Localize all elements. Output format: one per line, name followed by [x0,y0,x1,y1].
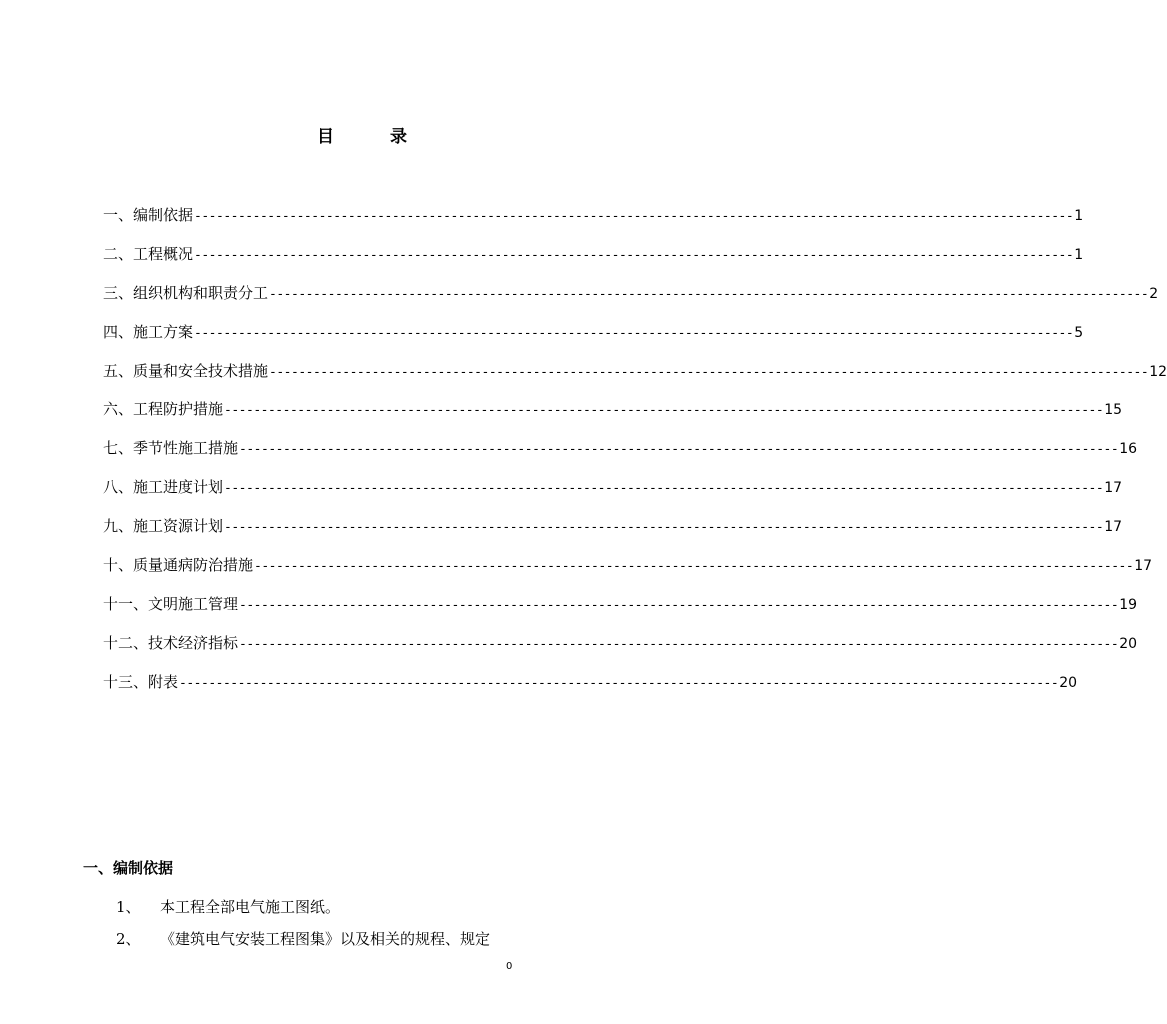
toc-entry-label: 四、施工方案 [103,322,194,341]
toc-entry-label: 九、施工资源计划 [103,517,224,536]
toc-dot-leader: ------------------------------------------------------------------------------------------------------------------------ [224,481,1104,497]
toc-entry [103,282,1159,321]
toc-dot-leader: ------------------------------------------------------------------------------------------------------------------------ [179,675,1059,691]
toc-entry-page: 5 [1074,324,1084,341]
toc-title [0,122,724,147]
basis-item-text: 本工程全部电气施工图纸。 [160,898,341,916]
page-number: 0 [506,961,513,972]
toc-dot-leader: ------------------------------------------------------------------------------------------------------------------------ [224,403,1104,419]
basis-item-number: 2、 [116,930,141,948]
basis-item [116,928,490,949]
toc-entry-label: 十一、文明施工管理 [103,594,239,613]
toc-dot-leader: ------------------------------------------------------------------------------------------------------------------------ [239,442,1119,458]
toc-entry-label: 十、质量通病防治措施 [103,556,254,575]
toc-title-left: 目 [317,127,334,147]
toc-dot-leader: ------------------------------------------------------------------------------------------------------------------------ [224,520,1104,536]
toc-entry-page: 15 [1104,402,1123,419]
toc-dot-leader: ------------------------------------------------------------------------------------------------------------------------ [269,364,1149,380]
toc-entry-page: 16 [1119,441,1138,458]
toc-entry-label: 十三、附表 [103,672,179,691]
toc-dot-leader: ------------------------------------------------------------------------------------------------------------------------ [254,559,1134,575]
toc-entry [103,243,1084,282]
toc-entry [103,515,1123,554]
toc-entry-page: 20 [1119,635,1138,652]
toc-dot-leader: ------------------------------------------------------------------------------------------------------------------------ [239,597,1119,613]
toc-entry [103,398,1123,437]
toc-entry-page: 17 [1104,480,1123,497]
toc-dot-leader: ------------------------------------------------------------------------------------------------------------------------ [194,209,1074,224]
toc-entry-label: 六、工程防护措施 [103,400,224,419]
toc-entry [103,360,1167,399]
toc-entry [103,204,1084,243]
basis-item-text: 《建筑电气安装工程图集》以及相关的规程、规定 [160,930,491,948]
toc-entry-page: 1 [1074,246,1084,263]
toc-entry-page: 17 [1104,519,1123,536]
toc-entry [103,321,1084,360]
toc-entry-page: 12 [1149,363,1167,380]
toc-entry-page: 19 [1119,596,1138,613]
toc-dot-leader: ------------------------------------------------------------------------------------------------------------------------ [194,247,1074,263]
basis-item-number: 1、 [116,898,141,916]
toc-entry-page: 1 [1074,208,1084,224]
toc-entry-label: 八、施工进度计划 [103,478,224,497]
toc-entry [103,554,1153,593]
toc-list [103,204,1167,710]
toc-dot-leader: ------------------------------------------------------------------------------------------------------------------------ [194,325,1074,341]
toc-entry-label: 五、质量和安全技术措施 [103,361,269,380]
toc-entry-label: 二、工程概况 [103,244,194,263]
toc-entry [103,632,1138,671]
toc-entry-label: 十二、技术经济指标 [103,633,239,652]
basis-item [116,896,340,917]
toc-entry-page: 2 [1149,285,1159,302]
toc-entry [103,671,1078,710]
section-heading: 一、编制依据 [83,859,174,877]
toc-entry-label: 三、组织机构和职责分工 [103,283,269,302]
toc-entry-page: 20 [1059,674,1078,691]
toc-entry-label: 七、季节性施工措施 [103,439,239,458]
toc-entry-label: 一、编制依据 [103,206,194,224]
toc-dot-leader: ------------------------------------------------------------------------------------------------------------------------ [239,636,1119,652]
toc-entry [103,437,1138,476]
toc-entry [103,593,1138,632]
toc-title-right: 录 [390,127,407,147]
toc-dot-leader: ------------------------------------------------------------------------------------------------------------------------ [269,286,1149,302]
toc-entry-page: 17 [1134,558,1153,575]
toc-entry [103,476,1123,515]
